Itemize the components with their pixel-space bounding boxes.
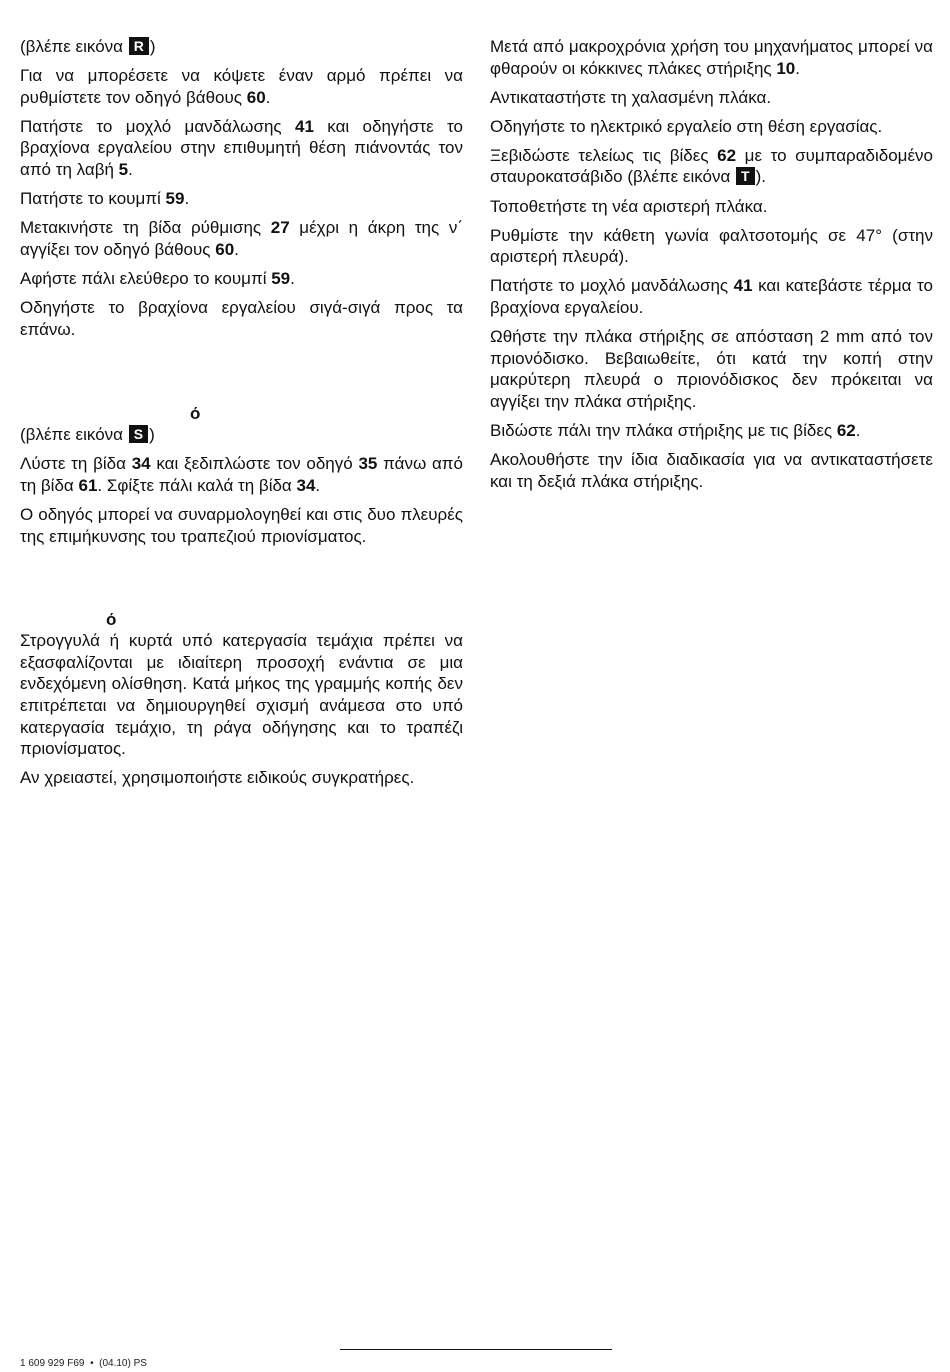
paragraph: Ρυθμίστε την κάθετη γωνία φαλτσοτομής σε 47° (στην αριστερή πλευρά). (490, 225, 933, 267)
paragraph: Ακολουθήστε την ίδια διαδικασία για να αντικαταστήσετε και τη δεξιά πλάκα στήριξης. (490, 450, 933, 491)
figure-reference-r: (βλέπε εικόνα R ) (20, 37, 156, 56)
paragraph: Μετακινήστε τη βίδα ρύθμισης 27 μέχρι η άκρη της ν΄ αγγίξει τον οδηγό βάθους 60. (20, 218, 463, 259)
left-column (20, 36, 463, 796)
paragraph: Τοποθετήστε τη νέα αριστερή πλάκα. (490, 196, 768, 216)
footer-rule (340, 1349, 612, 1350)
paragraph: Λύστε τη βίδα 34 και ξεδιπλώστε τον οδηγό 35 πάνω από τη βίδα 61. Σφίξτε πάλι καλά τη βίδα 34. (20, 454, 463, 495)
footer-document-code: 1 609 929 F69 • (04.10) PS (20, 1358, 147, 1369)
figure-badge-s: S (129, 425, 148, 443)
paragraph: Μετά από μακροχρόνια χρήση του μηχανήματος μπορεί να φθαρούν οι κόκκινες πλάκες στήριξης 10. (490, 37, 933, 78)
paragraph: Ο οδηγός μπορεί να συναρμολογηθεί και στις δυο πλευρές της επιμήκυνσης του τραπεζιού πριονίσματος. (20, 505, 463, 546)
section-heading-fragment: ό (190, 403, 201, 423)
paragraph: Οδηγήστε το βραχίονα εργαλείου σιγά-σιγά προς τα επάνω. (20, 297, 463, 339)
paragraph: Πατήστε το μοχλό μανδάλωσης 41 και κατεβάστε τέρμα το βραχίονα εργαλείου. (490, 276, 933, 317)
figure-badge-t: T (736, 167, 755, 185)
paragraph: Αφήστε πάλι ελεύθερο το κουμπί 59. (20, 268, 295, 288)
figure-reference-s: (βλέπε εικόνα S ) (20, 425, 155, 445)
paragraph: Βιδώστε πάλι την πλάκα στήριξης με τις βίδες 62. (490, 420, 861, 440)
paragraph: Πατήστε το μοχλό μανδάλωσης 41 και οδηγήστε το βραχίονα εργαλείου στην επιθυμητή θέση πιάνοντάς τον από τη λαβή 5. (20, 116, 463, 179)
section-heading-fragment: ό (106, 609, 117, 629)
paragraph: Αν χρειαστεί, χρησιμοποιήστε ειδικούς συγκρατήρες. (20, 768, 415, 788)
paragraph: Ξεβιδώστε τελείως τις βίδες 62 με το συμπαραδιδομένο σταυροκατσάβιδο (βλέπε εικόνα T ). (490, 145, 934, 187)
paragraph: Αντικαταστήστε τη χαλασμένη πλάκα. (490, 87, 772, 107)
paragraph: Στρογγυλά ή κυρτά υπό κατεργασία τεμάχια πρέπει να εξασφαλίζονται με ιδιαίτερη προσοχή ενάντια σε μια ενδεχόμενη ολίσθηση. Κατά μήκος της γραμμής κοπής δεν επιτρέπεται να δημιουργηθεί σχισμή ανάμεσα στο υπό κατεργασία τεμάχιο, τη ράγα οδήγησης και το τραπέζι πριονίσματος. (20, 631, 463, 759)
paragraph: Ωθήστε την πλάκα στήριξης σε απόσταση 2 mm από τον πριονόδισκο. Βεβαιωθείτε, ότι κατά την κοπή στην μακρύτερη πλευρά ο πριονόδισκος δεν πρόκειται να αγγίξει την πλάκα στήριξης. (490, 327, 933, 411)
paragraph: Για να μπορέσετε να κόψετε έναν αρμό πρέπει να ρυθμίστετε τον οδηγό βάθους 60. (20, 66, 463, 107)
figure-badge-r: R (129, 37, 149, 55)
paragraph: Οδηγήστε το ηλεκτρικό εργαλείο στη θέση εργασίας. (490, 116, 883, 136)
paragraph: Πατήστε το κουμπί 59. (20, 189, 190, 209)
right-column (490, 36, 933, 500)
